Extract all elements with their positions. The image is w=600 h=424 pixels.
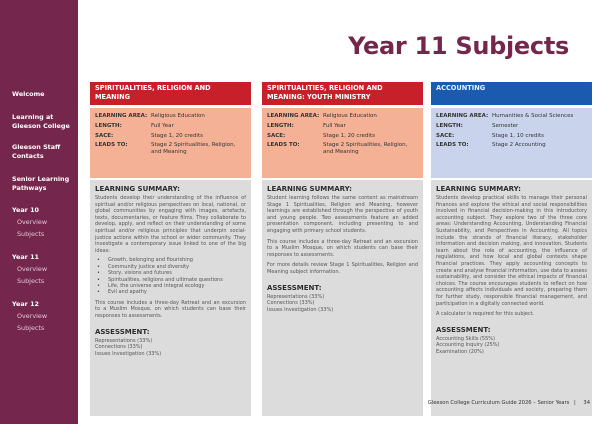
nav-year-10[interactable]: Year 10 bbox=[12, 206, 39, 214]
assessment-heading: ASSESSMENT: bbox=[95, 327, 150, 336]
leads-to-value: Stage 2 Spiritualities, Religion, and Meaning bbox=[151, 142, 236, 155]
sace-value: Stage 1, 10 credits bbox=[492, 132, 544, 139]
subject-title: ACCOUNTING bbox=[431, 82, 592, 105]
length-value: Semester bbox=[492, 122, 519, 129]
list-item: • Spiritualities, religions and ultimate questions bbox=[95, 277, 246, 283]
learning-area-value: Religious Education bbox=[151, 113, 205, 119]
assessment-list bbox=[95, 338, 246, 358]
assessment-item: Representations (33%) bbox=[267, 293, 325, 300]
subject-title: SPIRITUALITIES, RELIGION AND MEANING bbox=[90, 82, 251, 105]
assessment-heading: ASSESSMENT: bbox=[267, 283, 322, 292]
length-value: Full Year bbox=[323, 122, 346, 129]
page-title: Year 11 Subjects bbox=[348, 32, 569, 60]
subject-info bbox=[90, 108, 251, 178]
length-label: LENGTH: bbox=[95, 122, 122, 129]
nav-year-12-subjects[interactable]: Subjects bbox=[17, 324, 45, 332]
learning-area-label: LEARNING AREA: bbox=[436, 113, 489, 119]
assessment-item: Accounting Inquiry (25%) bbox=[436, 342, 500, 349]
list-item: • Growth, belonging and flourishing bbox=[95, 257, 246, 263]
subject-body bbox=[90, 180, 251, 416]
page-footer bbox=[425, 400, 590, 406]
retreat-text: This course includes a three-day Retreat and an excursion to a Muslim Mosque, on which students can base their responses to assessments. bbox=[95, 299, 246, 319]
learning-summary-heading: LEARNING SUMMARY: bbox=[436, 185, 521, 193]
leads-to-label: LEADS TO: bbox=[95, 142, 128, 149]
learning-area-value: Religious Education bbox=[323, 113, 377, 119]
subject-info bbox=[431, 108, 592, 178]
list-item: • Community justice and diversity bbox=[95, 264, 246, 270]
nav-year-12-overview[interactable]: Overview bbox=[17, 312, 48, 320]
list-item: • Evil and apathy bbox=[95, 289, 246, 295]
learning-summary-text: Students develop their understanding of the influence of spiritual and/or religious perspectives on local, national, or global communities by engaging with images, artefacts, texts, documentaries, or feature films. They collaborate to develop, apply, and reflect on their understanding of some spiritual and/or religious principles that underpin social-justice actions within the school or wider community. They investigate a contemporary issue linked to one of the big ideas: bbox=[95, 195, 246, 254]
list-item: • Life, the universe and integral ecology bbox=[95, 283, 246, 289]
assessment-item: Connections (33%) bbox=[95, 344, 143, 351]
learning-summary-heading: LEARNING SUMMARY: bbox=[267, 185, 352, 193]
page-number: 34 bbox=[583, 400, 590, 406]
more-details-note: For more details review Stage 1 Spiritualities, Religion and Meaning subject information. bbox=[267, 262, 418, 275]
learning-summary-text: Students develop practical skills to manage their personal finances and explore the ethical and social responsibilities involved in financial decision-making in this introductory accounting subject. They explore two of the three core areas: Understanding Accounting, Understanding Financial Sustainability, and Perspectives in Accounting. All topics include the strands of financial literacy, stakeholder information and decision making, and innovation. Students learn about the role of accounting, the influence of regulations, and how local and global contexts shape financial practices. They apply accounting concepts to create and analyse financial information, use data to assess sustainability, and consider the ethical impacts of financial choices. The course encourages students to reflect on how accounting affects individuals and society, preparing them for further study, responsible financial management, and participation in a digitally connected world. bbox=[436, 195, 587, 307]
subject-card-youth-ministry bbox=[262, 82, 423, 416]
subject-card-accounting bbox=[431, 82, 592, 416]
nav-year-11-subjects[interactable]: Subjects bbox=[17, 277, 45, 285]
assessment-list bbox=[267, 294, 418, 314]
learning-area-label: LEARNING AREA: bbox=[95, 113, 148, 119]
nav-welcome[interactable]: Welcome bbox=[12, 90, 45, 98]
sace-value: Stage 1, 20 credits bbox=[151, 132, 203, 139]
learning-summary-text: Student learning follows the same content as mainstream Stage 1 Spiritualities, Religion and Meaning, however learnings are established through the perspective of youth and young people. Two assessments feature an added presentation component, including presenting to and engaging with primary school students. bbox=[267, 195, 418, 234]
big-ideas-list bbox=[95, 257, 246, 295]
leads-to-label: LEADS TO: bbox=[267, 142, 300, 149]
subject-body bbox=[431, 180, 592, 416]
subject-card-srm bbox=[90, 82, 251, 416]
nav-year-10-overview[interactable]: Overview bbox=[17, 218, 48, 226]
assessment-item: Accounting Skills (55%) bbox=[436, 335, 495, 342]
sace-label: SACE: bbox=[436, 132, 455, 139]
length-label: LENGTH: bbox=[436, 122, 463, 129]
learning-area-value: Humanities & Social Sciences bbox=[492, 113, 574, 119]
assessment-list bbox=[436, 336, 587, 356]
subject-title: SPIRITUALITIES, RELIGION AND MEANING: YOUTH MINISTRY bbox=[262, 82, 423, 105]
nav-year-11-overview[interactable]: Overview bbox=[17, 265, 48, 273]
retreat-text: This course includes a three-day Retreat and an excursion to a Muslim Mosque, on which students can base their responses to assessments. bbox=[267, 238, 418, 258]
assessment-item: Issues Investigation (33%) bbox=[95, 351, 162, 358]
length-value: Full Year bbox=[151, 122, 174, 129]
nav-learning-at-gleeson[interactable]: Learning at Gleeson College bbox=[12, 113, 70, 130]
footer-separator: | bbox=[573, 400, 576, 406]
assessment-item: Issues Investigation (33%) bbox=[267, 307, 334, 314]
subject-body bbox=[262, 180, 423, 416]
leads-to-value: Stage 2 Accounting bbox=[492, 142, 546, 149]
assessment-item: Representations (33%) bbox=[95, 337, 153, 344]
leads-to-label: LEADS TO: bbox=[436, 142, 469, 149]
sace-value: Stage 1, 20 credits bbox=[323, 132, 375, 139]
nav-senior-pathways[interactable]: Senior Learning Pathways bbox=[12, 175, 70, 192]
leads-to-value: Stage 2 Spiritualities, Religion, and Meaning bbox=[323, 142, 408, 155]
nav-year-10-subjects[interactable]: Subjects bbox=[17, 230, 45, 238]
assessment-heading: ASSESSMENT: bbox=[436, 325, 491, 334]
nav-staff-contacts[interactable]: Gleeson Staff Contacts bbox=[12, 143, 61, 160]
assessment-item: Connections (33%) bbox=[267, 300, 315, 307]
sidebar-nav bbox=[0, 0, 78, 424]
learning-summary-heading: LEARNING SUMMARY: bbox=[95, 185, 180, 193]
footer-text: Gleeson College Curriculum Guide 2026 – Senior Years bbox=[427, 400, 570, 406]
calculator-note: A calculator is required for this subject. bbox=[436, 311, 535, 318]
subject-info bbox=[262, 108, 423, 178]
sace-label: SACE: bbox=[267, 132, 286, 139]
sace-label: SACE: bbox=[95, 132, 114, 139]
nav-year-11[interactable]: Year 11 bbox=[12, 253, 39, 261]
length-label: LENGTH: bbox=[267, 122, 294, 129]
nav-year-12[interactable]: Year 12 bbox=[12, 300, 39, 308]
list-item: • Story, visions and futures bbox=[95, 270, 246, 276]
learning-area-label: LEARNING AREA: bbox=[267, 113, 320, 119]
assessment-item: Examination (20%) bbox=[436, 349, 484, 356]
